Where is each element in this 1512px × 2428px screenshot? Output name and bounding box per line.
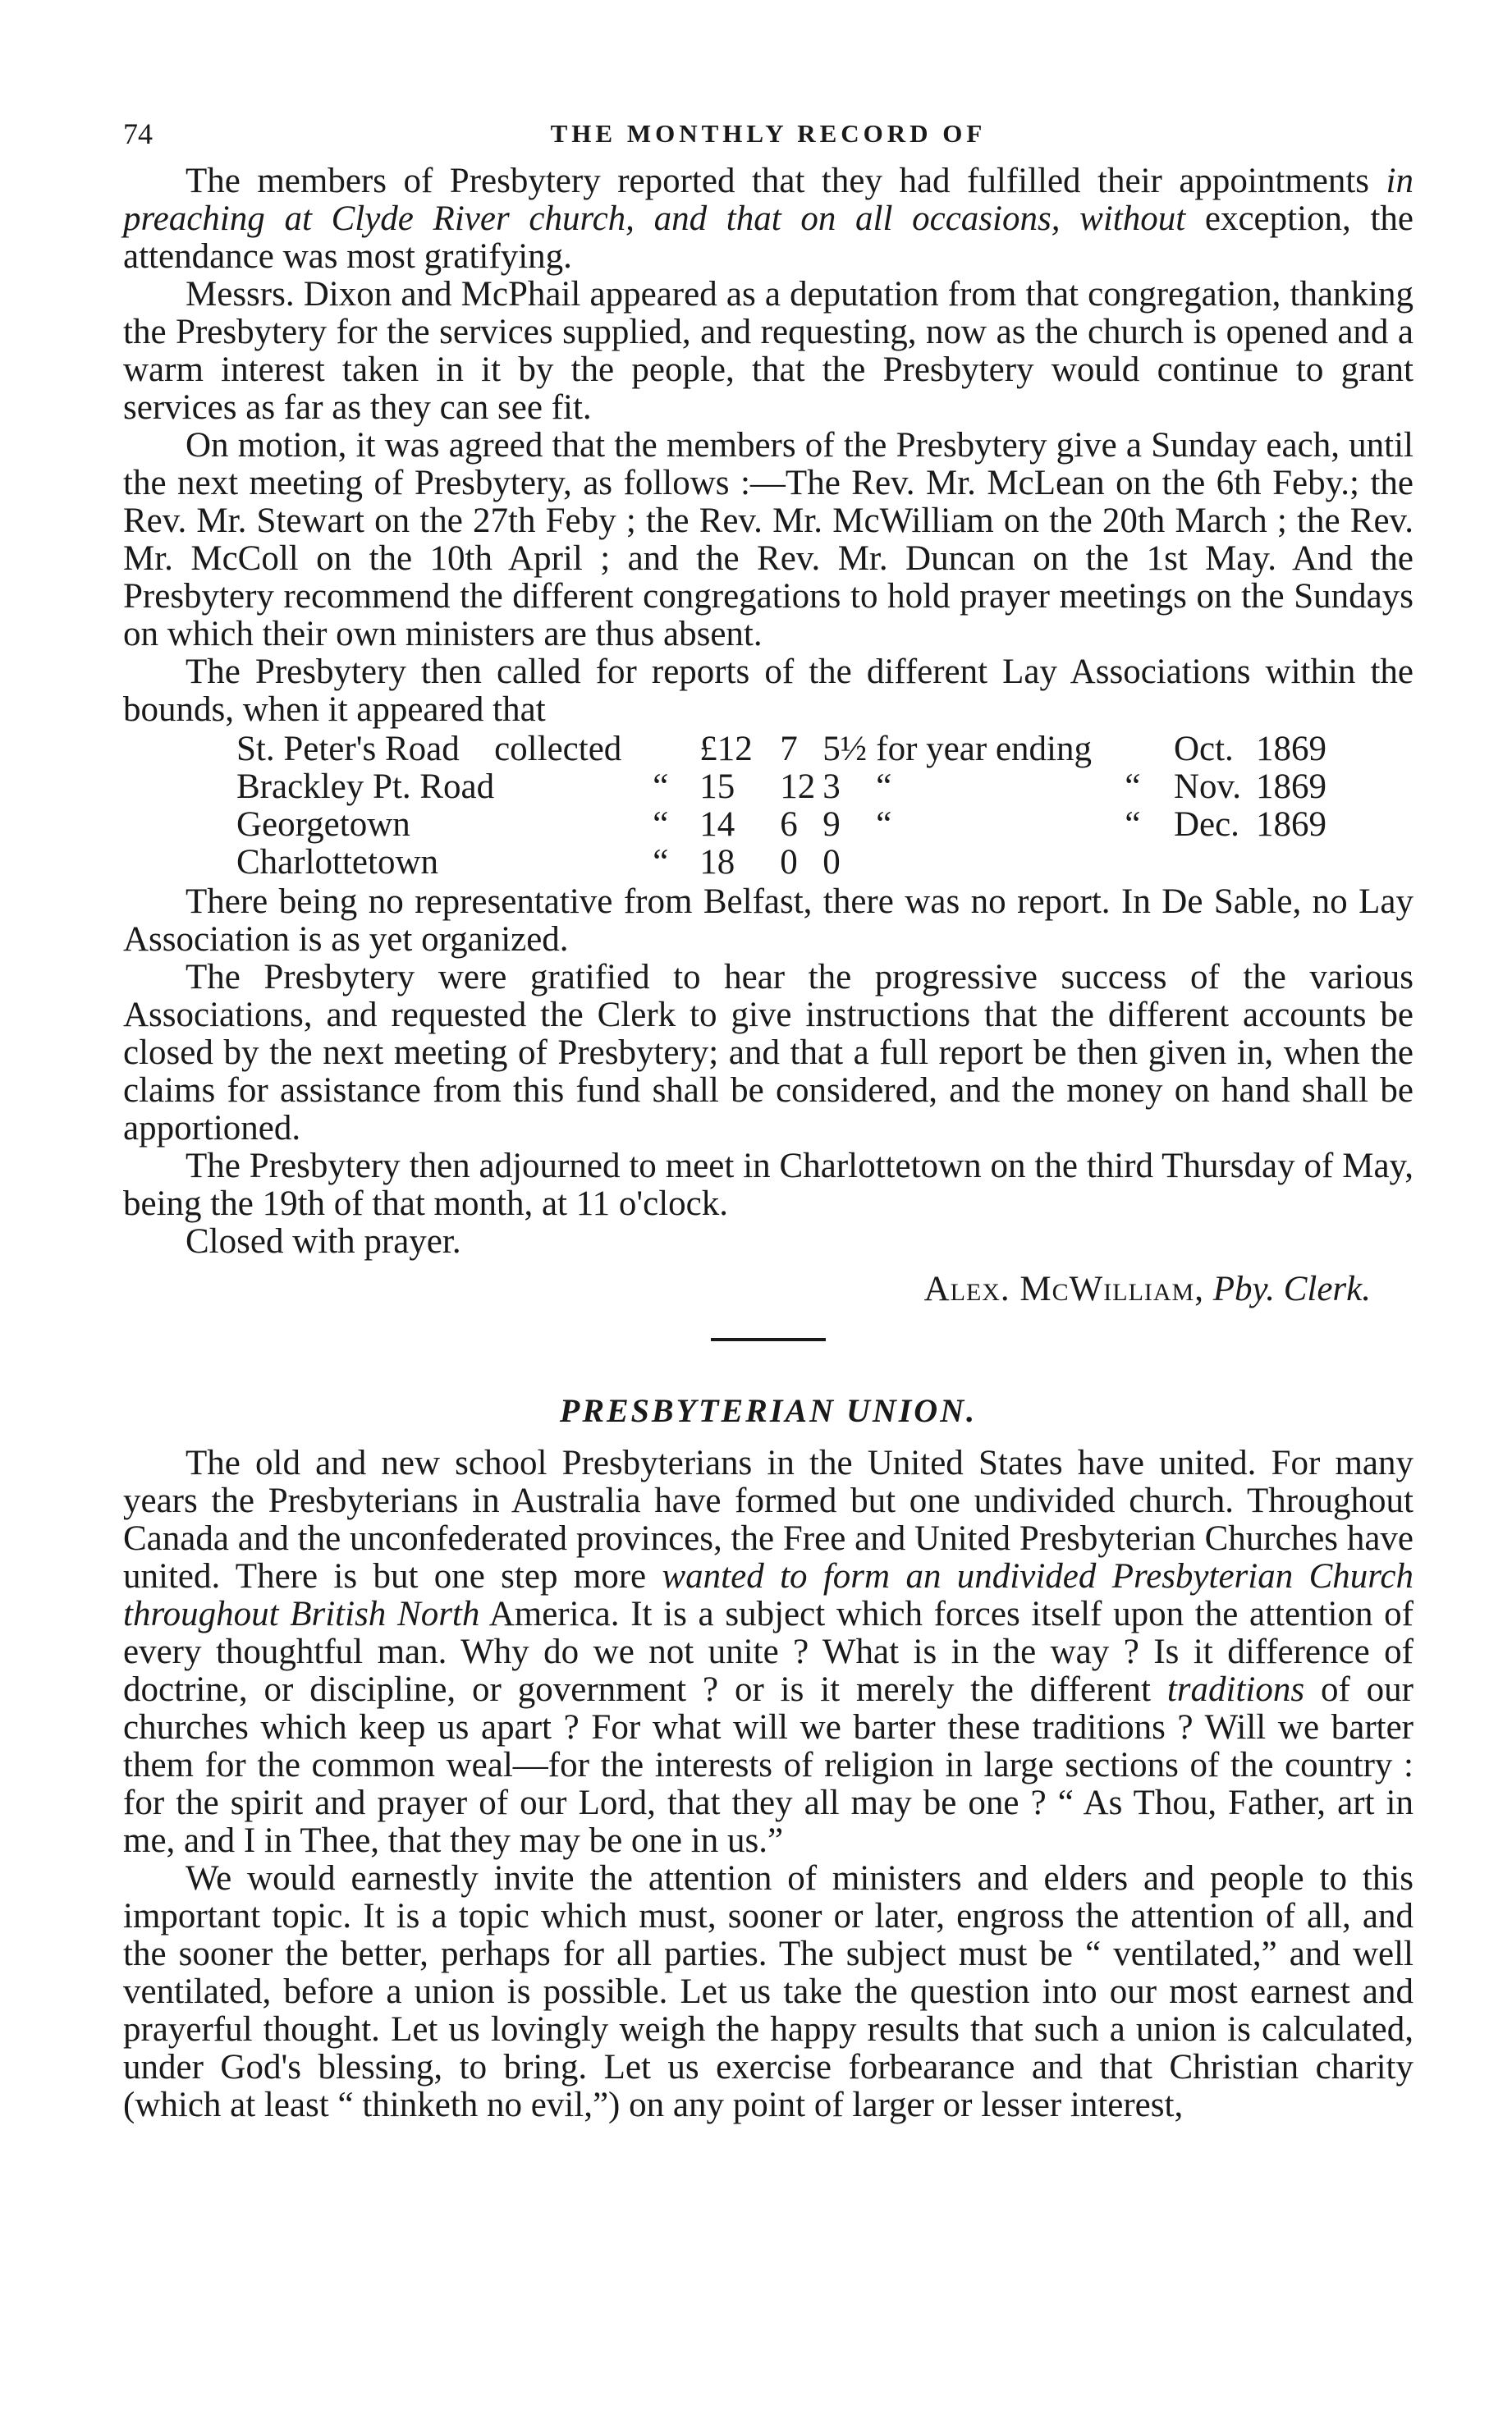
ledger-shillings: 0 — [780, 843, 798, 882]
page-number: 74 — [123, 117, 153, 150]
ledger-period: “ — [876, 805, 892, 844]
union-paragraph-1: The old and new school Presbyterians in the United States have united. For many years the Presbyterians in Australia have formed but one undivided church. Throughout Canada and the unconfederated provinces, the Free and United Presbyterian Churches have united. There is but one step more wanted to form an undivided Presbyterian Church throughout British North America. It is a subject which forces itself upon the attention of every thoughtful man. Why do we not unite ? What is in the way ? Is it difference of doctrine, or discipline, or government ? or is it merely the different traditions of our churches which keep us apart ? For what will we barter these traditions ? Will we barter them for the common weal—for the interests of religion in large sections of the country : for the spirit and prayer of our Lord, that they all may be one ? “ As Thou, Father, art in me, and I in Thee, that they may be one in us.” — [123, 1444, 1414, 1860]
ledger-period: “ — [876, 767, 892, 806]
ledger-year — [1256, 844, 1330, 882]
ledger-period — [876, 844, 1092, 882]
union-paragraph-2: We would earnestly invite the attention of ministers and elders and people to this important topic. It is a topic which must, sooner or later, engross the attention of all, and the sooner the better, perhaps for all parties. The subject must be “ ventilated,” and well ventilated, before a union is possible. Let us take the question into our most earnest and prayerful thought. Let us lovingly weigh the happy results that such a union is calculated, under God's blessing, to bring. Let us exercise forbearance and that Christian charity (which at least “ thinketh no evil,”) on any point of larger or lesser interest, — [123, 1859, 1413, 2124]
ledger-place: Brackley Pt. Road — [236, 767, 495, 806]
ledger-pence: 5½ — [822, 730, 868, 768]
clerk-signature — [123, 1271, 1371, 1308]
ledger-year: 1869 — [1255, 805, 1326, 844]
ledger-pounds: 14 — [699, 805, 735, 844]
ledger-shillings: 6 — [780, 805, 798, 844]
ledger-ditto2 — [1092, 731, 1174, 768]
minutes-paragraph-8: Closed with prayer. — [186, 1222, 461, 1261]
ledger-year: 1869 — [1255, 730, 1326, 768]
ledger-row — [236, 806, 1330, 844]
ledger-place: Georgetown — [236, 805, 410, 844]
ledger-word: collected — [494, 730, 622, 768]
ledger-pounds: 15 — [699, 767, 735, 806]
ledger-month — [1174, 844, 1256, 882]
ledger-pence: 9 — [822, 805, 841, 844]
ledger-pence: 3 — [822, 767, 841, 806]
section-heading: PRESBYTERIAN UNION. — [559, 1392, 978, 1429]
ledger-place: Charlottetown — [236, 843, 439, 882]
ledger-row — [236, 731, 1330, 768]
ledger-ditto: “ — [653, 805, 669, 844]
minutes-paragraph-7: The Presbytery then adjourned to meet in Charlottetown on the third Thursday of May, being the 19th of that month, at 11 o'clock. — [123, 1147, 1413, 1223]
ledger-ditto: “ — [653, 843, 669, 882]
minutes-paragraph-4: The Presbytery then called for reports of the different Lay Associations within the bounds, when it appeared that — [123, 653, 1413, 729]
ledger-ditto2: “ — [1125, 767, 1141, 806]
ledger-shillings: 12 — [780, 767, 816, 806]
ledger-word — [494, 844, 621, 882]
ledger-word — [494, 768, 621, 806]
ledger-pounds: £12 — [699, 730, 753, 768]
minutes-paragraph-1: The members of Presbytery reported that they had fulfilled their appointments in preaching at Clyde River church, and that on all occasions, without exception, the attendance was most gratifying. — [123, 162, 1413, 276]
page-header — [123, 95, 1413, 163]
ledger-word — [494, 806, 621, 844]
ledger-shillings: 7 — [780, 730, 798, 768]
ledger-year: 1869 — [1255, 767, 1326, 806]
ledger-row — [236, 844, 1330, 882]
ledger-row — [236, 768, 1330, 806]
ledger-month: Dec. — [1173, 805, 1239, 844]
ledger-ditto: “ — [653, 767, 669, 806]
ledger-place: St. Peter's Road — [236, 730, 460, 768]
ledger-period: for year ending — [876, 730, 1092, 768]
lay-associations-table — [236, 731, 1330, 882]
ledger-pounds: 18 — [699, 843, 735, 882]
ledger-ditto — [621, 731, 699, 768]
running-title: THE MONTHLY RECORD OF — [550, 119, 987, 148]
signature-title: Pby. Clerk. — [1212, 1270, 1371, 1308]
ledger-month: Oct. — [1173, 730, 1234, 768]
signature-name: Alex. McWilliam, — [923, 1270, 1204, 1308]
ledger-pence: 0 — [822, 843, 841, 882]
minutes-paragraph-6: The Presbytery were gratified to hear the progressive success of the various Associations, and requested the Clerk to give instructions that the different accounts be closed by the next meeting of Presbytery; and that a full report be then given in, when the claims for assistance from this fund shall be considered, and the money on hand shall be apportioned. — [123, 958, 1413, 1148]
ledger-month: Nov. — [1173, 767, 1241, 806]
minutes-paragraph-5: There being no representative from Belfast, there was no report. In De Sable, no Lay Association is as yet organized. — [123, 882, 1413, 959]
ledger-ditto2 — [1092, 844, 1174, 882]
section-divider — [711, 1338, 826, 1341]
minutes-paragraph-3: On motion, it was agreed that the members of the Presbytery give a Sunday each, until the next meeting of Presbytery, as follows :—The Rev. Mr. McLean on the 6th Feby.; the Rev. Mr. Stewart on the 27th Feby ; the Rev. Mr. McWilliam on the 20th March ; the Rev. Mr. McColl on the 10th April ; and the Rev. Mr. Duncan on the 1st May. And the Presbytery recommend the different congregations to hold prayer meetings on the Sundays on which their own ministers are thus absent. — [123, 426, 1413, 653]
ledger-ditto2: “ — [1125, 805, 1141, 844]
minutes-paragraph-2: Messrs. Dixon and McPhail appeared as a deputation from that congregation, thanking the Presbytery for the services supplied, and requesting, now as the church is opened and a warm interest taken in it by the people, that the Presbytery would continue to grant services as far as they can see fit. — [123, 275, 1413, 427]
